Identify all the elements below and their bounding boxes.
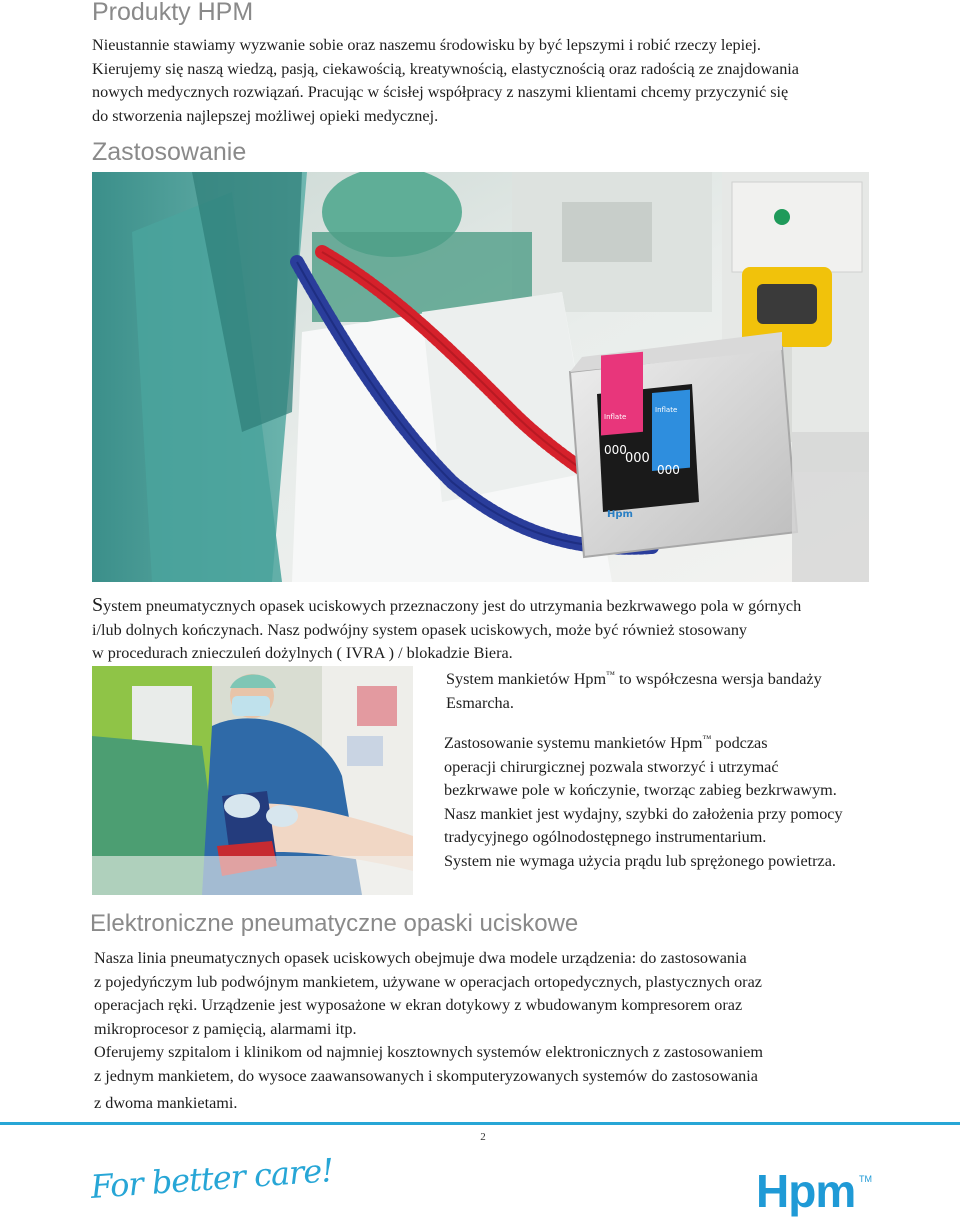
electronic-line-5: Oferujemy szpitalom i klinikom od najmniej kosztownych systemów elektronicznych z zastosowaniem bbox=[94, 1043, 763, 1061]
device-center-value: 000 bbox=[625, 451, 650, 466]
products-line-2: Kierujemy się naszą wiedzą, pasją, ciekawością, kreatywnością, elastycznością oraz radością ze znajdowania bbox=[92, 59, 799, 78]
electronic-title: Elektroniczne pneumatyczne opaski uciskowe bbox=[90, 910, 579, 937]
products-line-1: Nieustannie stawiamy wyzwanie sobie oraz naszemu środowisku by być lepszymi i robić rzeczy lepiej. bbox=[92, 36, 761, 54]
details-line-2: operacji chirurgicznej pozwala stworzyć i utrzymać bbox=[444, 757, 779, 776]
electronic-line-2: z pojedyńczym lub podwójnym mankietem, używane w operacjach ortopedycznych, plastycznych oraz bbox=[94, 972, 762, 991]
esmarch-paragraph bbox=[446, 668, 822, 715]
hpm-logo-text: Hpm bbox=[756, 1165, 856, 1217]
products-title: Produkty HPM bbox=[92, 0, 254, 26]
details-line-1: Zastosowanie systemu mankietów Hpm™ podczas bbox=[444, 733, 768, 752]
page-number: 2 bbox=[480, 1131, 486, 1143]
surgeon-photo bbox=[92, 666, 413, 895]
tourniquet-device bbox=[570, 332, 797, 557]
hpm-logo-tm: TM bbox=[859, 1174, 872, 1184]
footer-rule bbox=[0, 1122, 960, 1125]
details-line-3: bezkrwawe pole w kończynie, tworząc zabieg bezkrwawym. bbox=[444, 781, 837, 799]
hpm-logo bbox=[756, 1166, 876, 1222]
details-line-4: Nasz mankiet jest wydajny, szybki do założenia przy pomocy bbox=[444, 804, 843, 823]
application-intro-line-1: System pneumatycznych opasek uciskowych przeznaczony jest do utrzymania bezkrwawego pola w górnych bbox=[92, 594, 802, 616]
electronic-line-3: operacjach ręki. Urządzenie jest wyposażone w ekran dotykowy z wbudowanym kompresorem oraz bbox=[94, 996, 743, 1014]
electronic-line-1: Nasza linia pneumatycznych opasek uciskowych obejmuje dwa modele urządzenia: do zastosowania bbox=[94, 949, 747, 967]
products-paragraph bbox=[92, 34, 799, 128]
application-intro bbox=[92, 594, 801, 666]
application-intro-line-2: i/lub dolnych kończynach. Nasz podwójny system opasek uciskowych, może być również stosowany bbox=[92, 620, 748, 639]
details-line-5: tradycyjnego ogólnodostępnego instrumentarium. bbox=[444, 828, 767, 846]
electronic-line-4: mikroprocesor z pamięcią, alarmami itp. bbox=[94, 1019, 357, 1038]
device-brand: Hpm bbox=[607, 509, 633, 520]
device-left-value: 000 bbox=[604, 443, 627, 457]
details-line-6: System nie wymaga użycia prądu lub sprężonego powietrza. bbox=[444, 851, 836, 870]
application-title: Zastosowanie bbox=[92, 138, 247, 166]
esmarch-line-1: System mankietów Hpm™ to współczesna wersja bandaży bbox=[446, 669, 822, 688]
products-line-4: do stworzenia najlepszej możliwej opieki medycznej. bbox=[92, 106, 439, 125]
device-right-label: Inflate bbox=[655, 406, 678, 414]
products-line-3: nowych medycznych rozwiązań. Pracując w ścisłej współpracy z naszymi klientami chcemy przyczynić się bbox=[92, 83, 789, 101]
details-paragraph bbox=[444, 732, 843, 873]
esmarch-line-2: Esmarcha. bbox=[446, 693, 514, 712]
device-right-value: 000 bbox=[657, 463, 680, 477]
electronic-line-6: z jednym mankietem, do wysoce zaawansowanych i skomputeryzowanych systemów do zastosowania bbox=[94, 1066, 758, 1085]
electronic-line-7: z dwoma mankietami. bbox=[94, 1094, 238, 1112]
footer-slogan: For better care! bbox=[89, 1151, 335, 1206]
electronic-paragraph bbox=[94, 947, 763, 1116]
device-left-label: Inflate bbox=[604, 413, 627, 421]
operating-room-photo bbox=[92, 172, 869, 582]
application-intro-line-3: w procedurach znieczuleń dożylnych ( IVRA ) / blokadzie Biera. bbox=[92, 644, 513, 662]
